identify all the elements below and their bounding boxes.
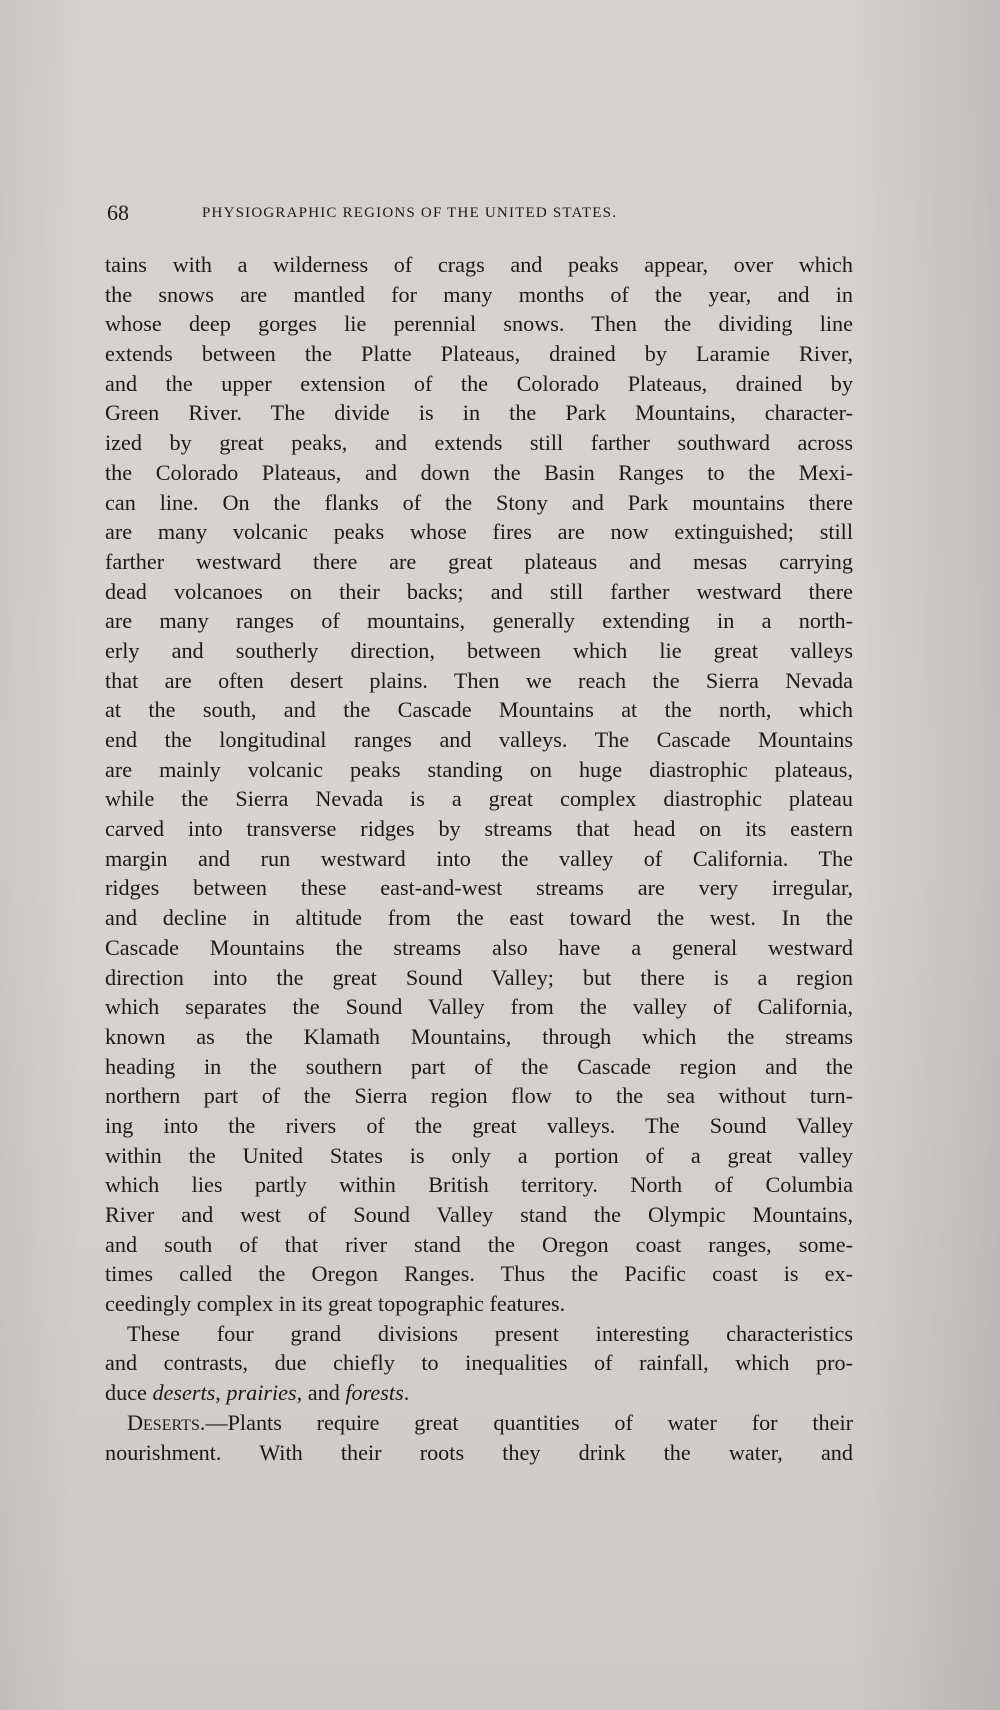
text-line: ized by great peaks, and extends still farther southward across [105,430,853,456]
text-line: and decline in altitude from the east toward the west. In the [105,905,853,931]
separator: , [215,1380,227,1406]
section-heading-deserts: Deserts. [127,1409,206,1435]
separator: , and [296,1380,346,1406]
italic-term-prairies: prairies [226,1380,297,1406]
text-line: ing into the rivers of the great valleys. The Sound Valley [105,1112,853,1138]
section-start-line [105,1408,853,1438]
text-line: erly and southerly direction, between which lie great valleys [105,637,853,663]
line-end: . [403,1380,410,1406]
body-text [105,250,853,1467]
page-header [107,196,852,230]
text-line: which lies partly within British territory. North of Columbia [105,1172,853,1198]
page-number: 68 [107,200,129,225]
text-line: direction into the great Sound Valley; but there is a region [105,964,853,990]
text-line: can line. On the flanks of the Stony and Park mountains there [105,489,853,515]
text-line: times called the Oregon Ranges. Thus the Pacific coast is ex- [105,1261,853,1287]
text-line: that are often desert plains. Then we reach the Sierra Nevada [105,667,853,693]
text-line: and contrasts, due chiefly to inequalities of rainfall, which pro- [105,1350,853,1376]
text-line: known as the Klamath Mountains, through which the streams [105,1023,853,1049]
text-line: tains with a wilderness of crags and peaks appear, over which [105,252,853,277]
text-line: River and west of Sound Valley stand the Olympic Mountains, [105,1202,853,1227]
text-line: the Colorado Plateaus, and down the Basin Ranges to the Mexi- [105,459,853,485]
text-line: northern part of the Sierra region flow to the sea without turn- [105,1083,853,1109]
text-line: Green River. The divide is in the Park Mountains, character- [105,400,853,426]
text-line: within the United States is only a portion of a great valley [105,1142,853,1168]
text-line: which separates the Sound Valley from the valley of California, [105,994,853,1020]
text-line: farther westward there are great plateaus and mesas carrying [105,548,853,574]
running-head: PHYSIOGRAPHIC REGIONS OF THE UNITED STATES. [202,205,618,221]
text-line: end the longitudinal ranges and valleys. The Cascade Mountains [105,727,853,752]
text-line: and the upper extension of the Colorado Plateaus, drained by [105,370,853,396]
italic-term-forests: forests [345,1380,404,1406]
paragraph-end-line [105,1378,853,1408]
text-line: are many volcanic peaks whose fires are now extinguished; still [105,519,853,545]
text-line: at the south, and the Cascade Mountains at the north, which [105,697,853,723]
text-line: whose deep gorges lie perennial snows. Then the dividing line [105,311,853,337]
text-line: and south of that river stand the Oregon coast ranges, some- [105,1231,853,1257]
paragraph-start-line: These four grand divisions present interesting characteristics [127,1320,853,1346]
paragraph-end-line: ceedingly complex in its great topographic features. [105,1291,566,1317]
text-line: Cascade Mountains the streams also have a general westward [105,934,853,960]
section-text: —Plants require great quantities of water for their [205,1409,853,1435]
text-line: are mainly volcanic peaks standing on huge diastrophic plateaus, [105,756,853,782]
text-line: carved into transverse ridges by streams that head on its eastern [105,816,853,842]
text-line: nourishment. With their roots they drink the water, and [105,1439,853,1465]
text-line: dead volcanoes on their backs; and still farther westward there [105,578,853,604]
text-line: heading in the southern part of the Cascade region and the [105,1053,853,1079]
text-line: while the Sierra Nevada is a great complex diastrophic plateau [105,786,853,812]
line-prefix: duce [105,1380,153,1406]
text-line: margin and run westward into the valley of California. The [105,845,853,871]
text-line: are many ranges of mountains, generally extending in a north- [105,608,853,634]
text-line: extends between the Platte Plateaus, drained by Laramie River, [105,341,853,367]
text-line: the snows are mantled for many months of the year, and in [105,281,853,307]
text-line: ridges between these east-and-west streams are very irregular, [105,875,853,901]
italic-term-deserts: deserts [152,1380,216,1406]
